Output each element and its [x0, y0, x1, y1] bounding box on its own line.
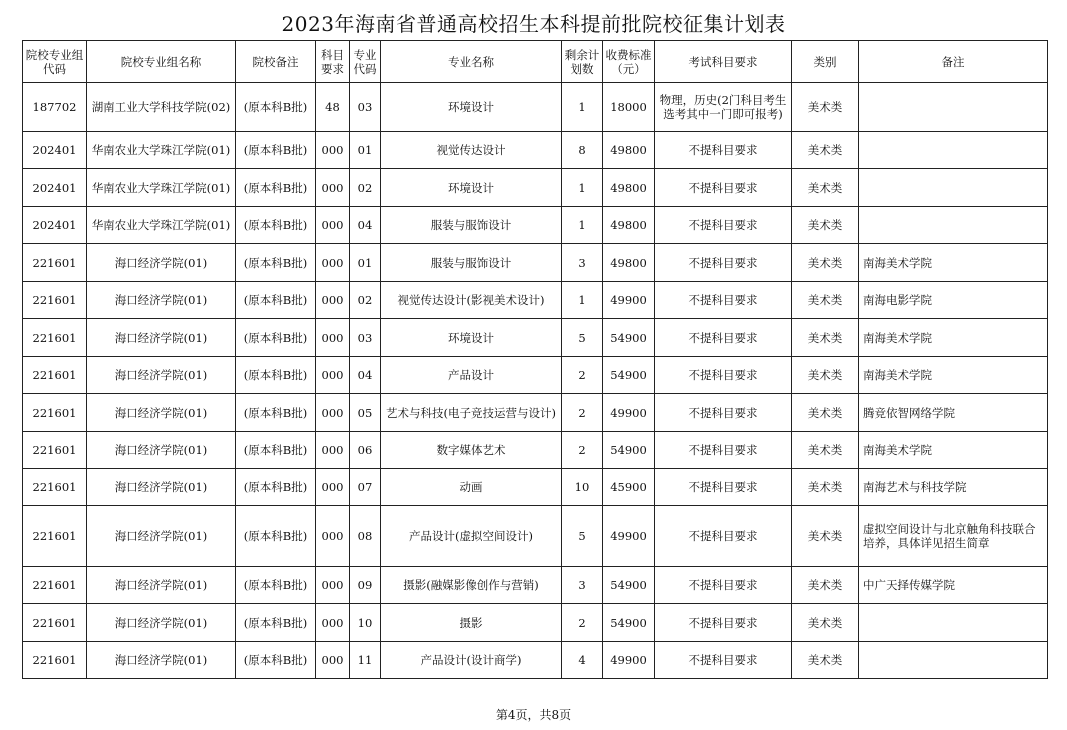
cell-remaining: 5 — [562, 506, 603, 567]
cell-subject-req: 000 — [316, 642, 350, 679]
cell-exam-req: 不提科目要求 — [655, 132, 792, 169]
cell-remarks — [859, 83, 1048, 132]
cell-group-code: 187702 — [23, 83, 87, 132]
cell-exam-req: 不提科目要求 — [655, 394, 792, 432]
cell-remaining: 2 — [562, 432, 603, 469]
cell-major-code: 10 — [350, 604, 381, 642]
header-remarks: 备注 — [859, 41, 1048, 83]
cell-subject-req: 000 — [316, 244, 350, 282]
cell-major-name: 数字媒体艺术 — [381, 432, 562, 469]
cell-fee: 49800 — [603, 244, 655, 282]
table-row — [23, 357, 1048, 394]
cell-subject-req: 000 — [316, 132, 350, 169]
cell-group-name: 海口经济学院(01) — [87, 432, 236, 469]
cell-school-note: (原本科B批) — [236, 394, 316, 432]
cell-school-note: (原本科B批) — [236, 604, 316, 642]
cell-group-code: 221601 — [23, 567, 87, 604]
cell-remarks — [859, 132, 1048, 169]
cell-remarks: 南海美术学院 — [859, 357, 1048, 394]
cell-major-name: 环境设计 — [381, 169, 562, 207]
cell-category: 美术类 — [792, 506, 859, 567]
cell-category: 美术类 — [792, 282, 859, 319]
cell-group-code: 221601 — [23, 394, 87, 432]
cell-fee: 54900 — [603, 604, 655, 642]
cell-remarks: 腾竞依智网络学院 — [859, 394, 1048, 432]
cell-remaining: 10 — [562, 469, 603, 506]
cell-school-note: (原本科B批) — [236, 244, 316, 282]
cell-subject-req: 000 — [316, 207, 350, 244]
cell-exam-req: 不提科目要求 — [655, 319, 792, 357]
cell-major-name: 环境设计 — [381, 319, 562, 357]
cell-school-note: (原本科B批) — [236, 506, 316, 567]
cell-group-code: 221601 — [23, 604, 87, 642]
cell-fee: 49900 — [603, 394, 655, 432]
cell-exam-req: 不提科目要求 — [655, 207, 792, 244]
cell-group-name: 海口经济学院(01) — [87, 319, 236, 357]
header-subject-req: 科目要求 — [316, 41, 350, 83]
cell-category: 美术类 — [792, 604, 859, 642]
cell-remarks: 南海美术学院 — [859, 319, 1048, 357]
cell-category: 美术类 — [792, 567, 859, 604]
cell-fee: 54900 — [603, 319, 655, 357]
cell-subject-req: 000 — [316, 394, 350, 432]
cell-major-code: 04 — [350, 357, 381, 394]
cell-fee: 49900 — [603, 506, 655, 567]
cell-remarks: 虚拟空间设计与北京触角科技联合培养，具体详见招生简章 — [859, 506, 1048, 567]
cell-remaining: 3 — [562, 567, 603, 604]
cell-major-name: 环境设计 — [381, 83, 562, 132]
cell-group-name: 海口经济学院(01) — [87, 357, 236, 394]
table-row — [23, 244, 1048, 282]
cell-remarks: 南海艺术与科技学院 — [859, 469, 1048, 506]
cell-remarks — [859, 642, 1048, 679]
cell-group-code: 221601 — [23, 506, 87, 567]
cell-remaining: 5 — [562, 319, 603, 357]
cell-remaining: 1 — [562, 207, 603, 244]
header-major-code: 专业代码 — [350, 41, 381, 83]
cell-remaining: 2 — [562, 357, 603, 394]
cell-major-code: 07 — [350, 469, 381, 506]
table-row — [23, 282, 1048, 319]
table-row — [23, 506, 1048, 567]
cell-major-name: 摄影 — [381, 604, 562, 642]
cell-category: 美术类 — [792, 83, 859, 132]
cell-remaining: 4 — [562, 642, 603, 679]
cell-major-code: 03 — [350, 319, 381, 357]
cell-group-code: 221601 — [23, 432, 87, 469]
cell-exam-req: 不提科目要求 — [655, 506, 792, 567]
table-row — [23, 469, 1048, 506]
cell-group-name: 海口经济学院(01) — [87, 506, 236, 567]
table-row — [23, 394, 1048, 432]
cell-group-name: 海口经济学院(01) — [87, 469, 236, 506]
header-group-code: 院校专业组代码 — [23, 41, 87, 83]
cell-group-name: 海口经济学院(01) — [87, 642, 236, 679]
cell-major-code: 04 — [350, 207, 381, 244]
cell-subject-req: 000 — [316, 319, 350, 357]
cell-remarks: 中广天择传媒学院 — [859, 567, 1048, 604]
cell-group-name: 海口经济学院(01) — [87, 282, 236, 319]
table-row — [23, 432, 1048, 469]
cell-group-code: 202401 — [23, 132, 87, 169]
cell-fee: 49900 — [603, 642, 655, 679]
header-exam-req: 考试科目要求 — [655, 41, 792, 83]
cell-major-name: 产品设计(设计商学) — [381, 642, 562, 679]
header-major-name: 专业名称 — [381, 41, 562, 83]
cell-category: 美术类 — [792, 132, 859, 169]
cell-major-code: 11 — [350, 642, 381, 679]
cell-fee: 49800 — [603, 132, 655, 169]
cell-major-code: 02 — [350, 169, 381, 207]
cell-group-name: 华南农业大学珠江学院(01) — [87, 207, 236, 244]
cell-subject-req: 000 — [316, 469, 350, 506]
cell-major-name: 摄影(融媒影像创作与营销) — [381, 567, 562, 604]
cell-school-note: (原本科B批) — [236, 642, 316, 679]
cell-remaining: 2 — [562, 394, 603, 432]
cell-category: 美术类 — [792, 469, 859, 506]
cell-fee: 54900 — [603, 567, 655, 604]
table-row — [23, 207, 1048, 244]
cell-group-code: 221601 — [23, 244, 87, 282]
header-category: 类别 — [792, 41, 859, 83]
cell-subject-req: 000 — [316, 432, 350, 469]
header-school-note: 院校备注 — [236, 41, 316, 83]
cell-school-note: (原本科B批) — [236, 567, 316, 604]
table-row — [23, 604, 1048, 642]
cell-group-code: 202401 — [23, 207, 87, 244]
cell-category: 美术类 — [792, 642, 859, 679]
header-group-name: 院校专业组名称 — [87, 41, 236, 83]
table-row — [23, 642, 1048, 679]
cell-subject-req: 000 — [316, 567, 350, 604]
header-remaining: 剩余计划数 — [562, 41, 603, 83]
cell-school-note: (原本科B批) — [236, 207, 316, 244]
cell-remarks: 南海美术学院 — [859, 244, 1048, 282]
cell-major-code: 06 — [350, 432, 381, 469]
cell-school-note: (原本科B批) — [236, 469, 316, 506]
cell-remarks — [859, 207, 1048, 244]
table-body — [23, 83, 1048, 679]
cell-exam-req: 不提科目要求 — [655, 567, 792, 604]
cell-major-name: 产品设计(虚拟空间设计) — [381, 506, 562, 567]
cell-category: 美术类 — [792, 169, 859, 207]
cell-major-code: 01 — [350, 132, 381, 169]
cell-group-name: 海口经济学院(01) — [87, 394, 236, 432]
table-row — [23, 319, 1048, 357]
cell-school-note: (原本科B批) — [236, 432, 316, 469]
cell-remarks — [859, 169, 1048, 207]
table-header-row — [23, 41, 1048, 83]
cell-group-code: 221601 — [23, 282, 87, 319]
cell-fee: 54900 — [603, 432, 655, 469]
cell-group-code: 221601 — [23, 319, 87, 357]
cell-exam-req: 不提科目要求 — [655, 642, 792, 679]
cell-remarks: 南海美术学院 — [859, 432, 1048, 469]
table-row — [23, 169, 1048, 207]
cell-fee: 54900 — [603, 357, 655, 394]
cell-exam-req: 不提科目要求 — [655, 432, 792, 469]
cell-group-name: 海口经济学院(01) — [87, 244, 236, 282]
cell-remaining: 1 — [562, 282, 603, 319]
cell-remaining: 1 — [562, 169, 603, 207]
cell-exam-req: 不提科目要求 — [655, 469, 792, 506]
cell-subject-req: 000 — [316, 282, 350, 319]
cell-remaining: 3 — [562, 244, 603, 282]
cell-fee: 45900 — [603, 469, 655, 506]
cell-exam-req: 不提科目要求 — [655, 604, 792, 642]
header-fee: 收费标准（元） — [603, 41, 655, 83]
page-footer: 第4页，共8页 — [495, 708, 572, 722]
table-row — [23, 83, 1048, 132]
cell-school-note: (原本科B批) — [236, 132, 316, 169]
cell-group-name: 湖南工业大学科技学院(02) — [87, 83, 236, 132]
cell-category: 美术类 — [792, 432, 859, 469]
cell-fee: 49800 — [603, 169, 655, 207]
page-title: 2023年海南省普通高校招生本科提前批院校征集计划表 — [281, 12, 786, 36]
cell-school-note: (原本科B批) — [236, 319, 316, 357]
cell-major-name: 视觉传达设计 — [381, 132, 562, 169]
cell-major-code: 03 — [350, 83, 381, 132]
cell-exam-req: 物理，历史(2门科目考生选考其中一门即可报考) — [655, 83, 792, 132]
cell-exam-req: 不提科目要求 — [655, 169, 792, 207]
cell-category: 美术类 — [792, 394, 859, 432]
cell-exam-req: 不提科目要求 — [655, 357, 792, 394]
cell-major-name: 服装与服饰设计 — [381, 244, 562, 282]
cell-school-note: (原本科B批) — [236, 83, 316, 132]
cell-subject-req: 48 — [316, 83, 350, 132]
plan-table — [22, 40, 1048, 679]
cell-fee: 49800 — [603, 207, 655, 244]
cell-remaining: 2 — [562, 604, 603, 642]
cell-subject-req: 000 — [316, 169, 350, 207]
cell-major-name: 艺术与科技(电子竞技运营与设计) — [381, 394, 562, 432]
cell-major-name: 动画 — [381, 469, 562, 506]
cell-major-code: 09 — [350, 567, 381, 604]
cell-exam-req: 不提科目要求 — [655, 282, 792, 319]
cell-school-note: (原本科B批) — [236, 357, 316, 394]
cell-major-name: 视觉传达设计(影视美术设计) — [381, 282, 562, 319]
cell-remaining: 8 — [562, 132, 603, 169]
cell-school-note: (原本科B批) — [236, 169, 316, 207]
cell-major-code: 08 — [350, 506, 381, 567]
cell-remaining: 1 — [562, 83, 603, 132]
cell-group-code: 221601 — [23, 469, 87, 506]
cell-group-name: 海口经济学院(01) — [87, 567, 236, 604]
cell-group-code: 202401 — [23, 169, 87, 207]
cell-school-note: (原本科B批) — [236, 282, 316, 319]
table-row — [23, 132, 1048, 169]
cell-exam-req: 不提科目要求 — [655, 244, 792, 282]
cell-major-name: 服装与服饰设计 — [381, 207, 562, 244]
cell-subject-req: 000 — [316, 357, 350, 394]
cell-remarks — [859, 604, 1048, 642]
cell-major-code: 01 — [350, 244, 381, 282]
cell-category: 美术类 — [792, 207, 859, 244]
cell-category: 美术类 — [792, 357, 859, 394]
cell-group-code: 221601 — [23, 642, 87, 679]
cell-group-name: 海口经济学院(01) — [87, 604, 236, 642]
cell-remarks: 南海电影学院 — [859, 282, 1048, 319]
cell-fee: 18000 — [603, 83, 655, 132]
cell-group-name: 华南农业大学珠江学院(01) — [87, 132, 236, 169]
cell-major-name: 产品设计 — [381, 357, 562, 394]
table-row — [23, 567, 1048, 604]
cell-fee: 49900 — [603, 282, 655, 319]
cell-group-name: 华南农业大学珠江学院(01) — [87, 169, 236, 207]
cell-category: 美术类 — [792, 319, 859, 357]
cell-category: 美术类 — [792, 244, 859, 282]
cell-subject-req: 000 — [316, 604, 350, 642]
cell-major-code: 02 — [350, 282, 381, 319]
cell-subject-req: 000 — [316, 506, 350, 567]
cell-major-code: 05 — [350, 394, 381, 432]
cell-group-code: 221601 — [23, 357, 87, 394]
